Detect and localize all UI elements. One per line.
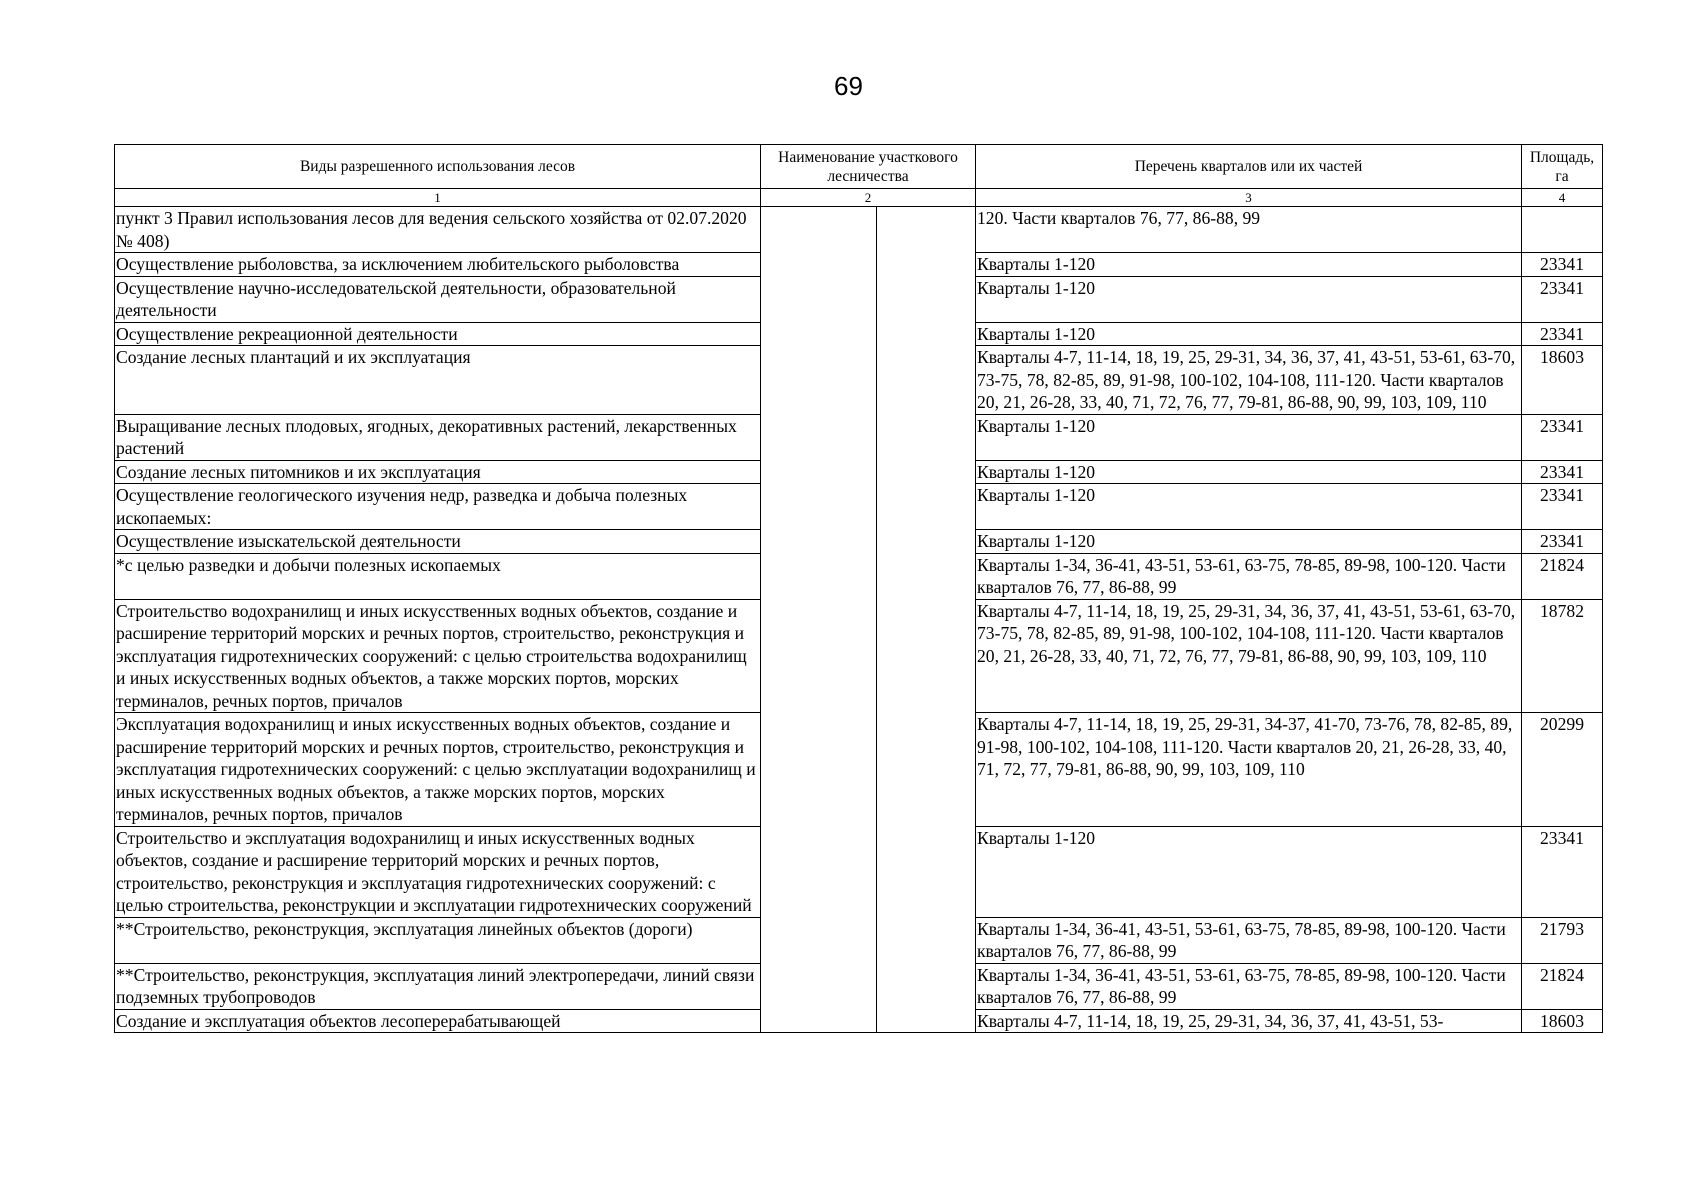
quarters-list-cell: Кварталы 1-34, 36-41, 43-51, 53-61, 63-75, 78-85, 89-98, 100-120. Части кварталов 76, 77, 86-88, 99 <box>976 553 1522 599</box>
quarters-list-cell: 120. Части кварталов 76, 77, 86-88, 99 <box>976 207 1522 253</box>
area-cell: 18603 <box>1522 346 1603 415</box>
quarters-list-cell: Кварталы 1-34, 36-41, 43-51, 53-61, 63-75, 78-85, 89-98, 100-120. Части кварталов 76, 77, 86-88, 99 <box>976 917 1522 963</box>
use-type-cell: **Строительство, реконструкция, эксплуатация линий электропередачи, линий связи подземных трубопроводов <box>115 963 761 1009</box>
use-type-cell: Осуществление геологического изучения недр, разведка и добыча полезных ископаемых: <box>115 484 761 530</box>
quarters-list-cell: Кварталы 1-120 <box>976 484 1522 530</box>
use-type-cell: Строительство и эксплуатация водохранилищ и иных искусственных водных объектов, создание и расширение территорий морских и речных портов, строительство, реконструкция и эксплуатация гидротехнических сооружений: с целью строительства, реконструкции и эксплуатации гидротехнических сооружений <box>115 826 761 917</box>
table-body <box>115 207 1603 1033</box>
quarters-list-cell: Кварталы 1-120 <box>976 826 1522 917</box>
header-forestry-name: Наименование участкового лесничества <box>761 145 976 189</box>
column-number-1: 1 <box>115 189 761 207</box>
use-type-cell: Осуществление научно-исследовательской деятельности, образовательной деятельности <box>115 276 761 322</box>
area-cell: 21824 <box>1522 963 1603 1009</box>
table-header-row <box>115 145 1603 189</box>
use-type-cell: Осуществление изыскательской деятельности <box>115 530 761 554</box>
quarters-list-cell: Кварталы 4-7, 11-14, 18, 19, 25, 29-31, 34, 36, 37, 41, 43-51, 53-61, 63-70, 73-75, 78, 82-85, 89, 91-98, 100-102, 104-108, 111-120. Части кварталов 20, 21, 26-28, 33, 40, 71, 72, 76, 77, 79-81, 86-88, 90, 99, 103, 109, 110 <box>976 599 1522 713</box>
page-number: 69 <box>834 71 863 101</box>
use-type-cell: Создание и эксплуатация объектов лесоперерабатывающей <box>115 1009 761 1033</box>
area-cell: 20299 <box>1522 713 1603 827</box>
area-cell: 23341 <box>1522 484 1603 530</box>
column-number-4: 4 <box>1522 189 1603 207</box>
quarters-list-cell: Кварталы 4-7, 11-14, 18, 19, 25, 29-31, 34, 36, 37, 41, 43-51, 53- <box>976 1009 1522 1033</box>
area-cell: 23341 <box>1522 530 1603 554</box>
use-type-cell: Создание лесных плантаций и их эксплуатация <box>115 346 761 415</box>
area-cell: 23341 <box>1522 460 1603 484</box>
column-number-2: 2 <box>761 189 976 207</box>
column-number-3: 3 <box>976 189 1522 207</box>
use-type-cell: Эксплуатация водохранилищ и иных искусственных водных объектов, создание и расширение территорий морских и речных портов, строительство, реконструкция и эксплуатация гидротехнических сооружений: с целью эксплуатации водохранилищ и иных искусственных водных объектов, а также морских портов, морских терминалов, речных портов, причалов <box>115 713 761 827</box>
use-type-cell: пункт 3 Правил использования лесов для ведения сельского хозяйства от 02.07.2020 № 408) <box>115 207 761 253</box>
area-cell: 23341 <box>1522 826 1603 917</box>
area-cell: 23341 <box>1522 276 1603 322</box>
quarters-list-cell: Кварталы 4-7, 11-14, 18, 19, 25, 29-31, 34, 36, 37, 41, 43-51, 53-61, 63-70, 73-75, 78, 82-85, 89, 91-98, 100-102, 104-108, 111-120. Части кварталов 20, 21, 26-28, 33, 40, 71, 72, 76, 77, 79-81, 86-88, 90, 99, 103, 109, 110 <box>976 346 1522 415</box>
header-area: Площадь, га <box>1522 145 1603 189</box>
quarters-list-cell: Кварталы 1-120 <box>976 253 1522 277</box>
area-cell: 23341 <box>1522 414 1603 460</box>
area-cell: 18603 <box>1522 1009 1603 1033</box>
area-cell <box>1522 207 1603 253</box>
use-type-cell: Осуществление рыболовства, за исключением любительского рыболовства <box>115 253 761 277</box>
quarters-list-cell: Кварталы 1-34, 36-41, 43-51, 53-61, 63-75, 78-85, 89-98, 100-120. Части кварталов 76, 77, 86-88, 99 <box>976 963 1522 1009</box>
use-type-cell: Выращивание лесных плодовых, ягодных, декоративных растений, лекарственных растений <box>115 414 761 460</box>
quarters-list-cell: Кварталы 1-120 <box>976 460 1522 484</box>
quarters-list-cell: Кварталы 1-120 <box>976 530 1522 554</box>
forest-use-table <box>114 144 1603 1033</box>
header-use-types: Виды разрешенного использования лесов <box>115 145 761 189</box>
quarters-list-cell: Кварталы 1-120 <box>976 276 1522 322</box>
use-type-cell: Создание лесных питомников и их эксплуатация <box>115 460 761 484</box>
area-cell: 18782 <box>1522 599 1603 713</box>
area-cell: 23341 <box>1522 253 1603 277</box>
quarters-list-cell: Кварталы 4-7, 11-14, 18, 19, 25, 29-31, 34-37, 41-70, 73-76, 78, 82-85, 89, 91-98, 100-102, 104-108, 111-120. Части кварталов 20, 21, 26-28, 33, 40, 71, 72, 77, 79-81, 86-88, 90, 99, 103, 109, 110 <box>976 713 1522 827</box>
forestry-name-cell <box>761 207 976 1033</box>
area-cell: 21824 <box>1522 553 1603 599</box>
area-cell: 23341 <box>1522 322 1603 346</box>
use-type-cell: **Строительство, реконструкция, эксплуатация линейных объектов (дороги) <box>115 917 761 963</box>
header-quarters-list: Перечень кварталов или их частей <box>976 145 1522 189</box>
quarters-list-cell: Кварталы 1-120 <box>976 414 1522 460</box>
use-type-cell: *с целью разведки и добычи полезных ископаемых <box>115 553 761 599</box>
forestry-divider-line <box>876 207 877 1032</box>
quarters-list-cell: Кварталы 1-120 <box>976 322 1522 346</box>
table-row <box>115 207 1603 253</box>
column-number-row <box>115 189 1603 207</box>
area-cell: 21793 <box>1522 917 1603 963</box>
use-type-cell: Строительство водохранилищ и иных искусственных водных объектов, создание и расширение территорий морских и речных портов, строительство, реконструкция и эксплуатация гидротехнических сооружений: с целью строительства водохранилищ и иных искусственных водных объектов, а также морских портов, морских терминалов, речных портов, причалов <box>115 599 761 713</box>
use-type-cell: Осуществление рекреационной деятельности <box>115 322 761 346</box>
